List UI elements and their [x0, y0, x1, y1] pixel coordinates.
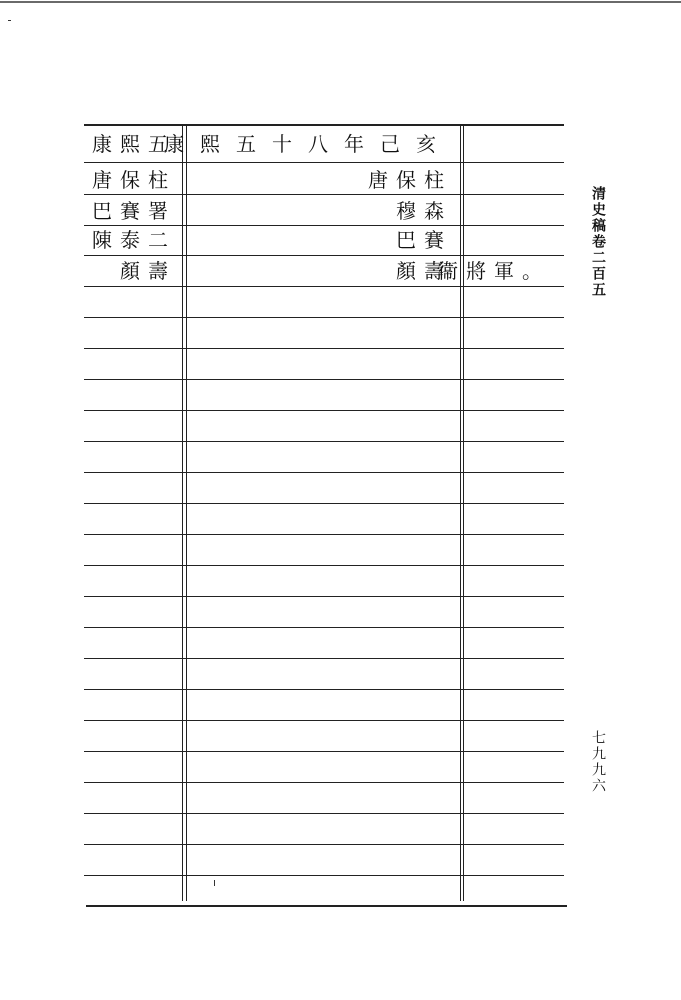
table-cell-name: 巴賽: [396, 228, 452, 252]
table-rule: [84, 472, 564, 473]
table-cell-name: 顏壽: [120, 259, 176, 283]
scan-speck: [8, 20, 11, 21]
table-cell-year: 康熙五十八年己亥: [164, 132, 452, 156]
page-top-edge: [0, 1, 681, 3]
table-rule: [84, 627, 564, 628]
table-rule: [84, 225, 564, 226]
table-rule: [84, 658, 564, 659]
table-cell-name: 唐保柱: [92, 168, 176, 192]
table-rule: [84, 596, 564, 597]
table-rule: [84, 441, 564, 442]
table-rule: [84, 534, 564, 535]
table-cell-name: 唐保柱: [368, 168, 452, 192]
table-rule: [84, 565, 564, 566]
table-rule: [84, 813, 564, 814]
table-rule: [84, 782, 564, 783]
table-rule: [84, 844, 564, 845]
scan-speck: [214, 880, 215, 886]
table-rule: [84, 875, 564, 876]
table-rule: [84, 348, 564, 349]
table-cell-name: 陳泰二: [92, 228, 176, 252]
table-cell-name: 顏壽: [396, 259, 452, 283]
table-rule: [84, 720, 564, 721]
table-rule: [84, 317, 564, 318]
table-rule: [84, 379, 564, 380]
table-rule: [84, 286, 564, 287]
table-rule: [84, 751, 564, 752]
table-cell-name: 巴賽署: [92, 199, 176, 223]
book-title: 清史稿卷二百五: [590, 186, 606, 298]
table-rule: [84, 410, 564, 411]
table-grid: [84, 124, 564, 901]
table-rule: [84, 194, 564, 195]
column-divider: [460, 124, 461, 901]
table-rule: [84, 255, 564, 256]
column-divider: [463, 124, 464, 901]
table-cell-name: 穆森: [396, 199, 452, 223]
table-rule: [84, 162, 564, 163]
column-divider: [182, 124, 183, 901]
page-number: 七九九六: [590, 730, 606, 794]
column-divider: [186, 124, 187, 901]
table-rule: [84, 689, 564, 690]
table-rule: [84, 124, 564, 126]
table-bottom-rule: [86, 905, 567, 907]
table-cell-note: 衞將軍。: [438, 259, 550, 283]
table-cell-name: 康熙五: [92, 132, 176, 156]
table-rule: [84, 503, 564, 504]
